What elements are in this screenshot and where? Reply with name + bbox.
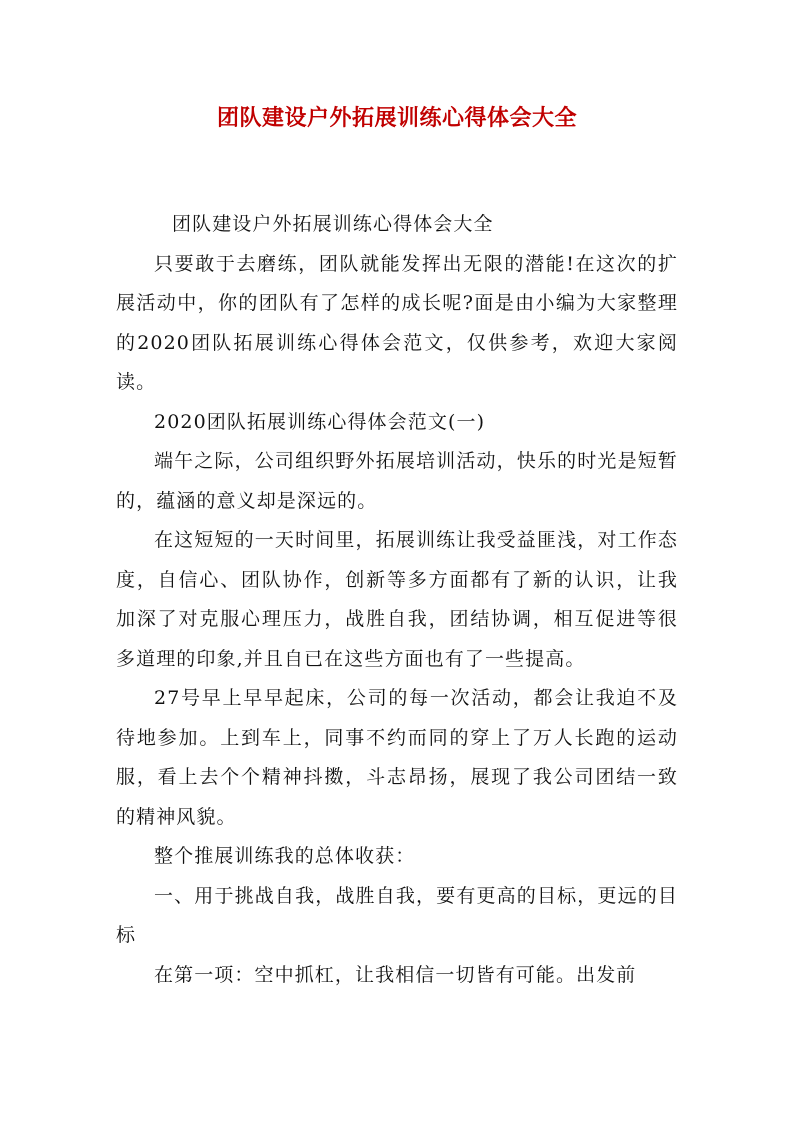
paragraph: 在这短短的一天时间里，拓展训练让我受益匪浅，对工作态度，自信心、团队协作，创新等多方面都有了新的认识，让我加深了对克服心理压力，战胜自我，团结协调，相互促进等很多道理的印象,并且自已在这些方面也有了一些提高。 xyxy=(116,529,678,670)
paragraph: 整个推展训练我的总体收获： xyxy=(154,845,416,867)
document-body xyxy=(116,205,678,995)
paragraph: 27号早上早早起床，公司的每一次活动，都会让我迫不及待地参加。上到车上，同事不约而同的穿上了万人长跑的运动服，看上去个个精神抖擞，斗志昂扬，展现了我公司团结一致的精神风貌。 xyxy=(116,687,678,828)
section-heading: 2020团队拓展训练心得体会范文(一) xyxy=(154,410,486,433)
paragraph: 一、用于挑战自我，战胜自我，要有更高的目标，更远的目标 xyxy=(116,884,678,946)
document-title: 团队建设户外拓展训练心得体会大全 xyxy=(216,105,577,131)
paragraph: 在第一项：空中抓杠，让我相信一切皆有可能。出发前 xyxy=(154,963,637,986)
document-subtitle: 团队建设户外拓展训练心得体会大全 xyxy=(172,213,494,235)
paragraph-intro: 只要敢于去磨练，团队就能发挥出无限的潜能!在这次的扩展活动中，你的团队有了怎样的成长呢?面是由小编为大家整理的2020团队拓展训练心得体会范文，仅供参考，欢迎大家阅读。 xyxy=(116,252,678,393)
paragraph: 端午之际，公司组织野外拓展培训活动，快乐的时光是短暂的，蕴涵的意义却是深远的。 xyxy=(116,450,678,512)
